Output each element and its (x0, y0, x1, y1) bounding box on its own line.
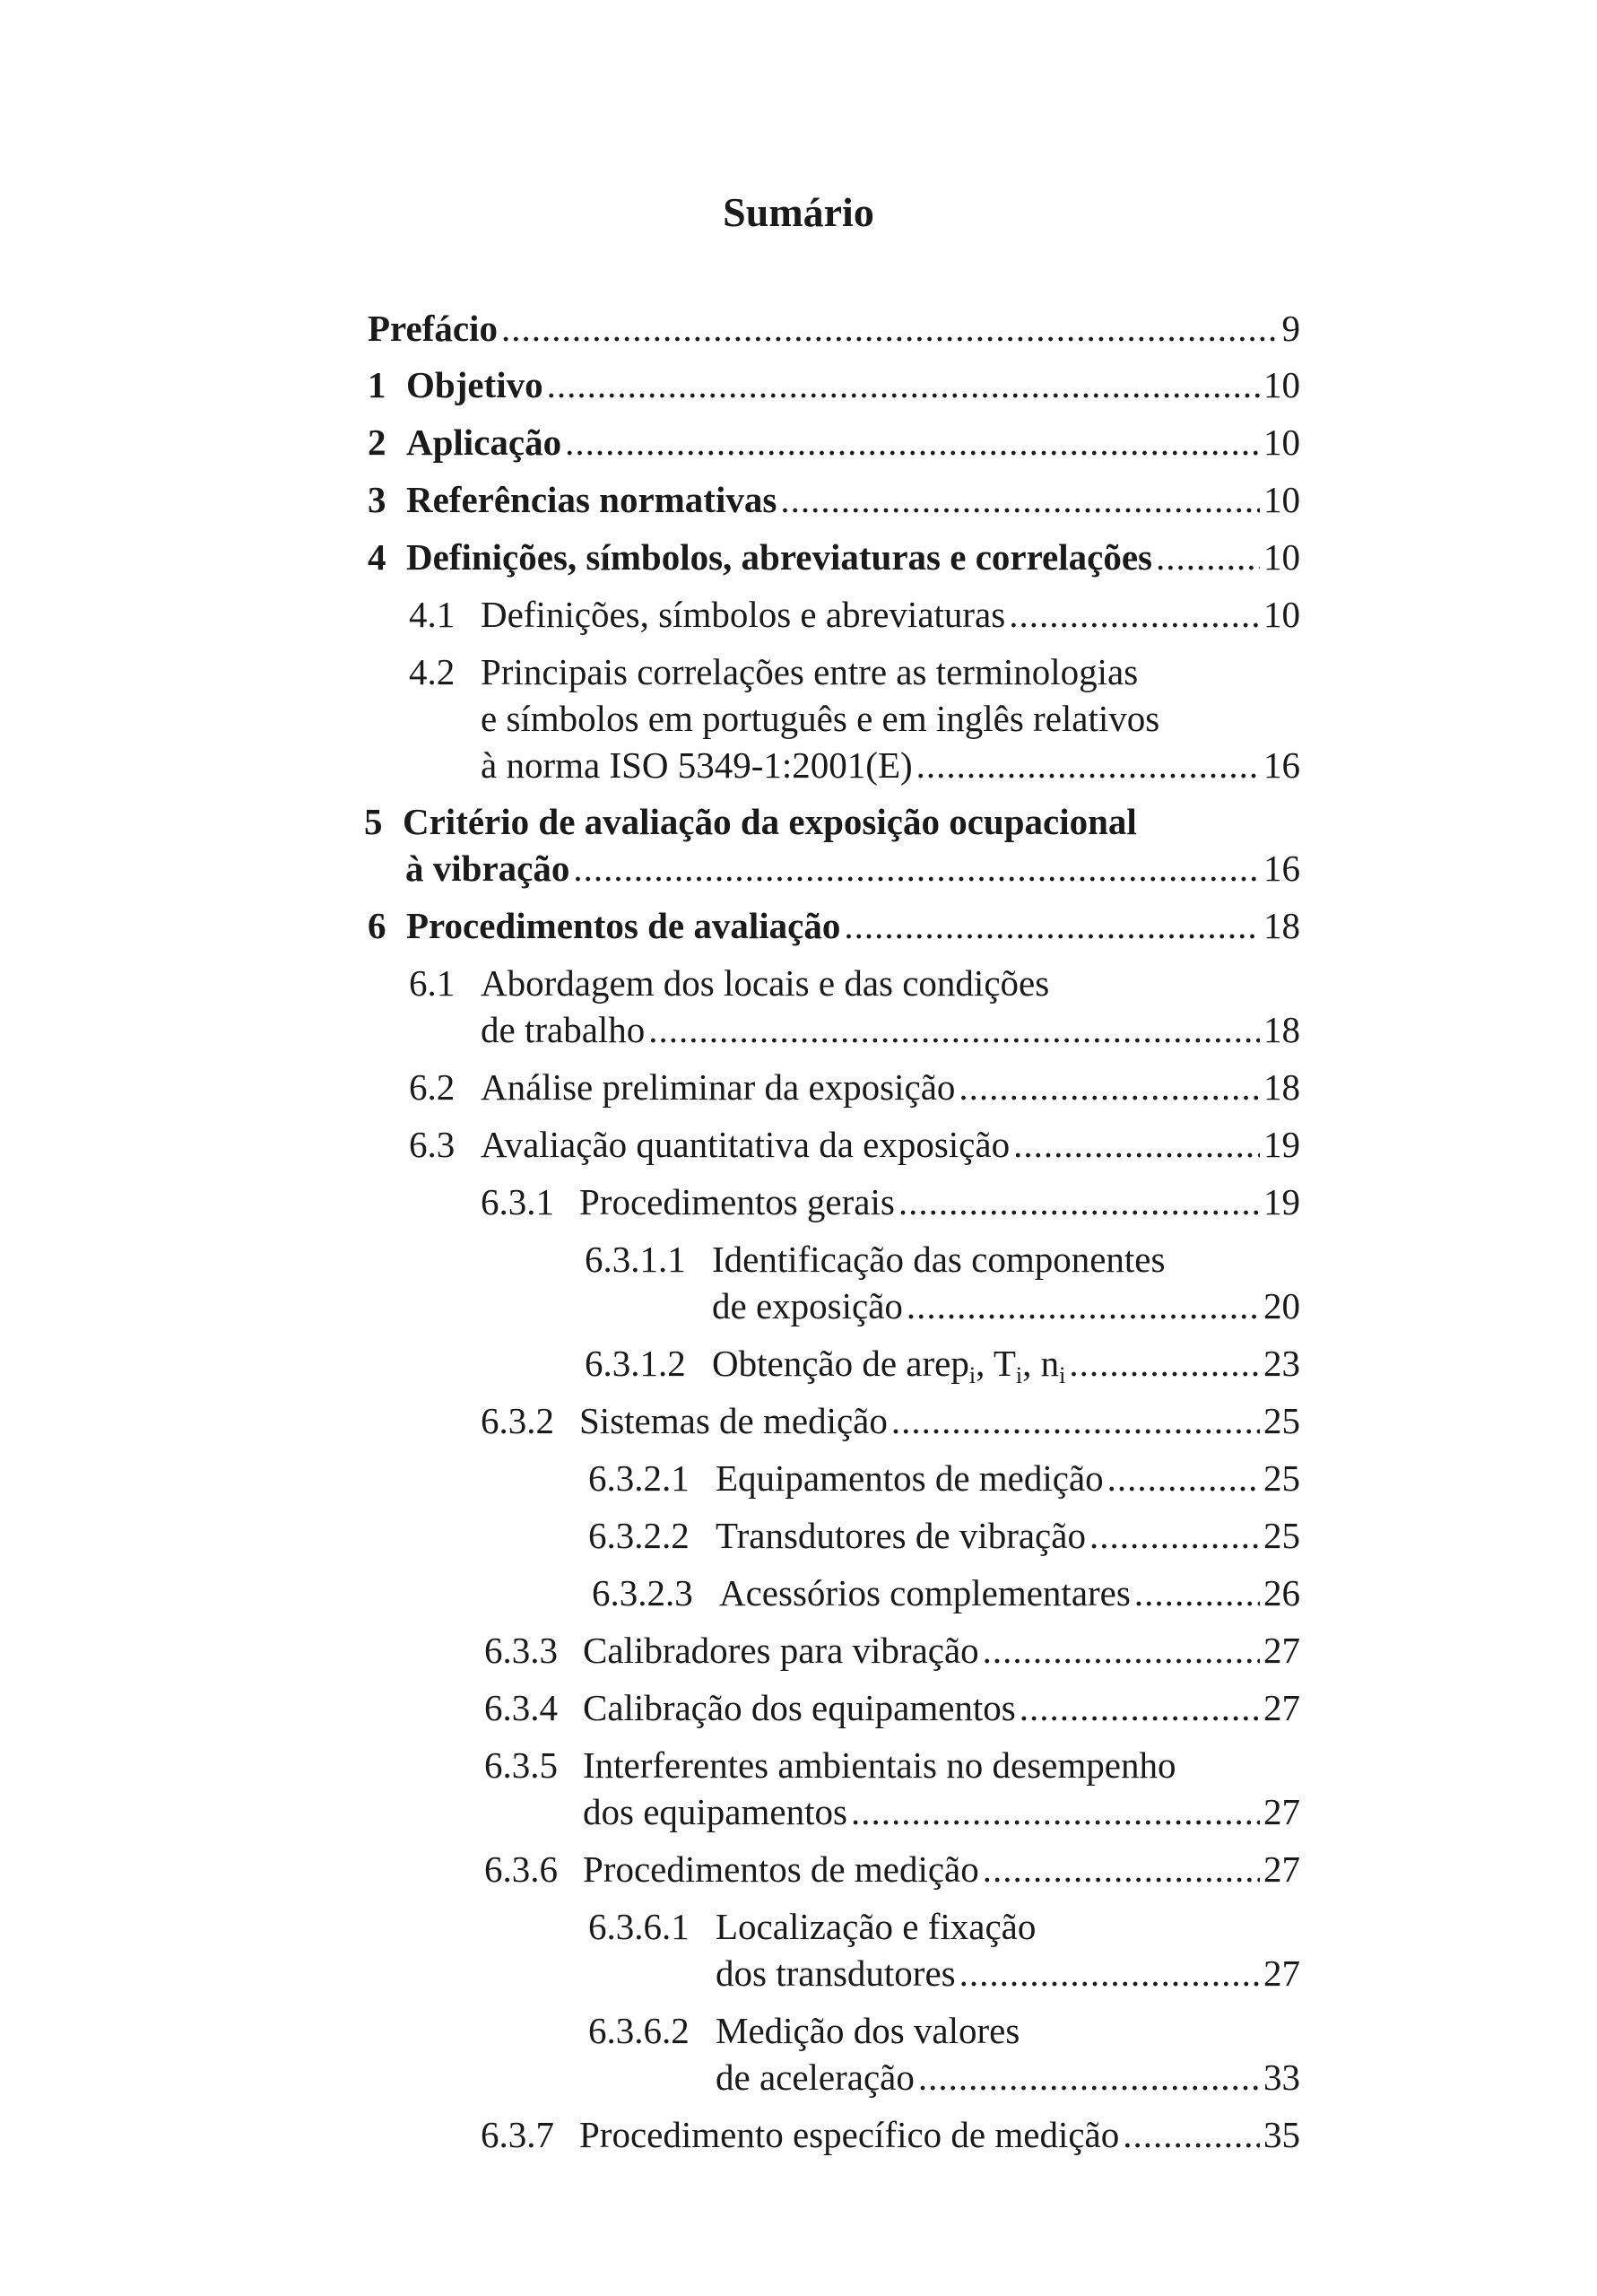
toc-entry-title: Prefácio (368, 308, 498, 349)
dot-leader (648, 1006, 1260, 1053)
toc-page-number: 25 (1263, 1457, 1300, 1499)
toc-entry-6-3-2-2[interactable] (588, 1512, 1300, 1559)
toc-entry-title: Procedimentos de medição (583, 1848, 979, 1890)
toc-page-number: 19 (1263, 1181, 1300, 1222)
dot-leader (1013, 1121, 1260, 1168)
toc-entry-6-3-6-2[interactable] (716, 2054, 1300, 2100)
dot-leader (565, 419, 1260, 465)
toc-entry-title: de exposição (712, 1285, 903, 1326)
dot-leader (907, 1283, 1260, 1329)
title-part: , T (976, 1343, 1016, 1384)
toc-entry-title (712, 1340, 1065, 1399)
toc-entry-5-first-line[interactable] (364, 798, 1137, 845)
toc-section-number: 6.3.1 (481, 1181, 554, 1222)
toc-entry-title: Procedimentos de avaliação (406, 905, 841, 946)
toc-entry-title: Referências normativas (406, 479, 777, 520)
toc-page-number: 10 (1263, 479, 1300, 520)
dot-leader (1107, 1455, 1260, 1501)
toc-entry-title: Procedimentos gerais (579, 1181, 895, 1222)
toc-entry-title-line: Critério de avaliação da exposição ocupacional (403, 801, 1137, 842)
toc-entry-title: à norma ISO 5349-1:2001(E) (481, 744, 913, 786)
toc-entry-title-line: e símbolos em português e em inglês relativos (481, 698, 1160, 739)
toc-entry-4[interactable] (368, 534, 1300, 580)
toc-page-number: 19 (1263, 1124, 1300, 1165)
toc-page-number: 33 (1263, 2057, 1300, 2098)
toc-entry-6-2[interactable] (409, 1064, 1300, 1110)
dot-leader (918, 2054, 1260, 2100)
toc-section-number: 2 (368, 422, 386, 463)
toc-section-number: 6 (368, 905, 386, 946)
dot-leader (1134, 1570, 1260, 1616)
dot-leader (898, 1178, 1260, 1225)
subscript: i (1015, 1362, 1023, 1388)
toc-entry-6-3-3[interactable] (484, 1627, 1300, 1674)
toc-page-number: 18 (1263, 1066, 1300, 1108)
toc-entry-title-line: Identificação das componentes (712, 1239, 1166, 1280)
dot-leader (844, 902, 1260, 949)
toc-page-number: 16 (1263, 744, 1300, 786)
toc-page-number: 27 (1263, 1687, 1300, 1728)
toc-entry-6-3-2-1[interactable] (588, 1455, 1300, 1501)
toc-entry-2[interactable] (368, 419, 1300, 465)
toc-entry-6-3-6-1[interactable] (716, 1950, 1300, 1996)
toc-page-number: 10 (1263, 364, 1300, 405)
toc-entry-6-3-2-3[interactable] (592, 1570, 1300, 1616)
toc-section-number: 6.3.3 (484, 1630, 558, 1671)
dot-leader (780, 476, 1260, 523)
dot-leader (573, 845, 1260, 891)
toc-page-number: 16 (1263, 848, 1300, 889)
toc-page-number: 27 (1263, 1848, 1300, 1890)
dot-leader (891, 1397, 1260, 1444)
dot-leader (1123, 2111, 1260, 2158)
toc-entry-title: Procedimento específico de medição (579, 2114, 1120, 2155)
toc-section-number: 6.3.6 (484, 1848, 558, 1890)
toc-page-number: 10 (1263, 536, 1300, 578)
toc-section-number: 6.3.1.2 (585, 1343, 686, 1384)
toc-page-number: 25 (1263, 1515, 1300, 1556)
dot-leader (959, 1064, 1260, 1110)
toc-section-number: 6.3.6.1 (588, 1906, 690, 1947)
toc-section-number: 6.2 (409, 1066, 456, 1108)
toc-entry-6-3-1[interactable] (481, 1178, 1300, 1225)
toc-page-number: 18 (1263, 1009, 1300, 1050)
toc-section-number: 1 (368, 364, 386, 405)
toc-entry-6-3-5-first-line[interactable] (484, 1742, 1176, 1788)
toc-entry-title: dos transdutores (716, 1952, 956, 1994)
toc-entry-6-3-7[interactable] (481, 2111, 1300, 2158)
subscript: i (1059, 1362, 1066, 1388)
toc-entry-6-1[interactable] (481, 1006, 1300, 1053)
toc-page-number: 10 (1263, 594, 1300, 635)
dot-leader (1020, 1684, 1260, 1731)
dot-leader (983, 1846, 1260, 1892)
dot-leader (916, 742, 1260, 788)
toc-section-number: 6.3.2.2 (588, 1515, 690, 1556)
toc-page-number: 27 (1263, 1952, 1300, 1994)
toc-entry-6-3-2[interactable] (481, 1397, 1300, 1444)
toc-entry-title: Definições, símbolos, abreviaturas e correlações (406, 536, 1152, 578)
toc-section-number: 6.3.5 (484, 1744, 558, 1786)
toc-entry-6-3-6[interactable] (484, 1846, 1300, 1892)
toc-section-number: 6.3.1.1 (585, 1239, 686, 1280)
toc-entry-6-3-1-1[interactable] (712, 1283, 1300, 1329)
toc-entry-title: Análise preliminar da exposição (481, 1066, 956, 1108)
toc-page-number: 35 (1263, 2114, 1300, 2155)
toc-entry-title-line: Localização e fixação (716, 1906, 1037, 1947)
toc-entry-6-3-1-2[interactable] (585, 1340, 1300, 1399)
toc-entry-title-line: Interferentes ambientais no desempenho (583, 1744, 1176, 1786)
toc-entry-6-1-first-line[interactable] (409, 960, 1049, 1006)
toc-page-number: 27 (1263, 1630, 1300, 1671)
toc-section-number: 5 (364, 801, 383, 842)
toc-entry-title: Transdutores de vibração (716, 1515, 1086, 1556)
toc-section-number: 6.3 (409, 1124, 456, 1165)
toc-entry-6[interactable] (368, 902, 1300, 949)
toc-page-number: 9 (1281, 308, 1300, 349)
toc-entry-title-line: Principais correlações entre as terminologias (481, 651, 1139, 692)
toc-page-number: 23 (1263, 1343, 1300, 1384)
dot-leader (1069, 1340, 1260, 1387)
dot-leader (983, 1627, 1260, 1674)
toc-section-number: 6.3.2.1 (588, 1457, 690, 1499)
dot-leader (851, 1788, 1260, 1835)
toc-entry-6-3-5[interactable] (583, 1788, 1300, 1835)
toc-entry-6-3[interactable] (409, 1121, 1300, 1168)
toc-entry-title-line: Medição dos valores (716, 2010, 1020, 2051)
toc-entry-title: Calibradores para vibração (583, 1630, 979, 1671)
toc-section-number: 3 (368, 479, 386, 520)
toc-entry-title: Definições, símbolos e abreviaturas (481, 594, 1006, 635)
toc-entry-3[interactable] (368, 476, 1300, 523)
toc-entry-1[interactable] (368, 361, 1300, 408)
toc-section-number: 6.3.2 (481, 1400, 554, 1441)
toc-entry-4-2[interactable] (481, 742, 1300, 788)
toc-section-number: 4.2 (409, 651, 456, 692)
dot-leader (1089, 1512, 1260, 1559)
page-title: Sumário (723, 189, 874, 235)
toc-section-number: 6.3.6.2 (588, 2010, 690, 2051)
toc-section-number: 4.1 (409, 594, 456, 635)
toc-page-number: 20 (1263, 1285, 1300, 1326)
toc-entry-title-line: Abordagem dos locais e das condições (481, 962, 1050, 1004)
toc-page-number: 26 (1263, 1572, 1300, 1613)
dot-leader (1009, 591, 1260, 638)
toc-section-number: 6.3.4 (484, 1687, 558, 1728)
toc-entry-title: de aceleração (716, 2057, 915, 2098)
dot-leader (547, 361, 1260, 408)
toc-section-number: 4 (368, 536, 386, 578)
toc-section-number: 6.3.2.3 (592, 1572, 693, 1613)
toc-entry-title: Acessórios complementares (719, 1572, 1131, 1613)
toc-section-number: 6.1 (409, 962, 456, 1004)
toc-entry-title: dos equipamentos (583, 1791, 847, 1832)
toc-page-number: 25 (1263, 1400, 1300, 1441)
dot-leader (1156, 534, 1260, 580)
toc-entry-title: de trabalho (481, 1009, 646, 1050)
toc-page-number: 10 (1263, 422, 1300, 463)
toc-entry-title: Aplicação (406, 422, 562, 463)
toc-page-number: 27 (1263, 1791, 1300, 1832)
toc-entry-5[interactable] (405, 845, 1300, 891)
toc-entry-title: Avaliação quantitativa da exposição (481, 1124, 1011, 1165)
toc-entry-prefacio[interactable] (368, 305, 1300, 352)
toc-entry-title: Calibração dos equipamentos (583, 1687, 1016, 1728)
subscript: i (968, 1362, 976, 1388)
toc-entry-6-3-6-2-first-line[interactable] (588, 2007, 1020, 2054)
toc-entry-title: Objetivo (406, 364, 543, 405)
title-part: , n (1022, 1343, 1060, 1384)
toc-page-number: 18 (1263, 905, 1300, 946)
toc-entry-title: Sistemas de medição (579, 1400, 888, 1441)
toc-entry-4-1[interactable] (409, 591, 1300, 638)
toc-entry-6-3-6-1-first-line[interactable] (588, 1903, 1036, 1950)
toc-section-number: 6.3.7 (481, 2114, 554, 2155)
dot-leader (959, 1950, 1260, 1996)
toc-entry-title: Equipamentos de medição (716, 1457, 1104, 1499)
toc-entry-title: à vibração (405, 848, 570, 889)
dot-leader (501, 305, 1279, 352)
toc-entry-6-3-4[interactable] (484, 1684, 1300, 1731)
title-part: Obtenção de arep (712, 1343, 969, 1384)
toc-entry-4-2-first-line[interactable] (409, 648, 1138, 695)
toc-entry-6-3-1-1-first-line[interactable] (585, 1236, 1165, 1283)
